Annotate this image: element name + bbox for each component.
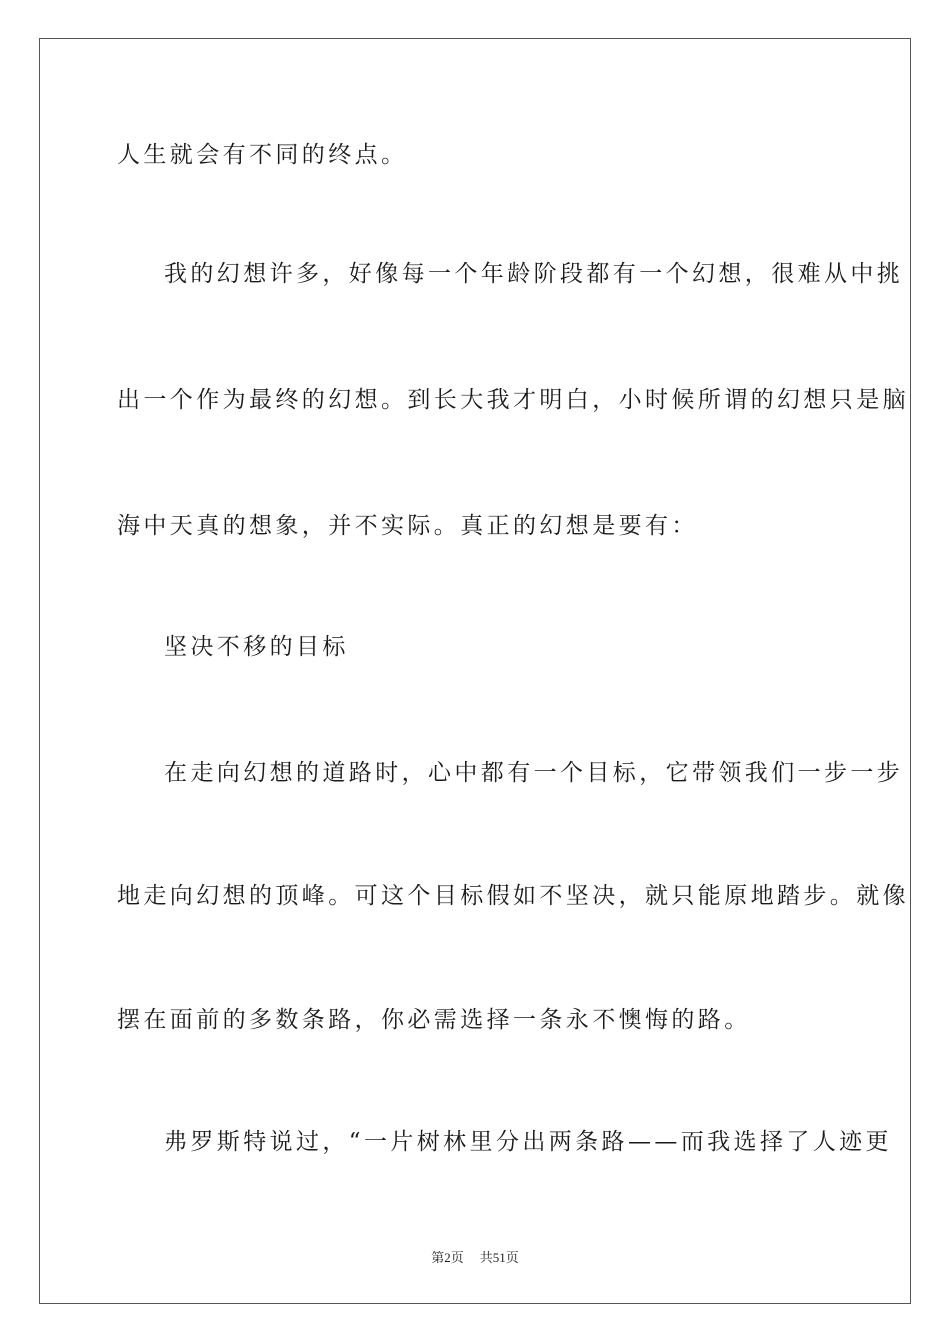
page-footer (0, 1247, 950, 1266)
paragraph-line: 我的幻想许多，好像每一个年龄阶段都有一个幻想，很难从中挑 (164, 261, 904, 287)
paragraph-line: 在走向幻想的道路时，心中都有一个目标，它带领我们一步一步 (164, 760, 904, 786)
text-line: 人生就会有不同的终点。 (117, 142, 408, 168)
page-number: 第2页 (431, 1250, 464, 1265)
text-line: 海中天真的想象，并不实际。真正的幻想是要有： (117, 513, 698, 539)
page-border (39, 38, 911, 1304)
page-total: 共51页 (479, 1250, 519, 1265)
section-heading: 坚决不移的目标 (164, 634, 349, 660)
text-line: 摆在面前的多数条路，你必需选择一条永不懊悔的路。 (117, 1007, 751, 1033)
paragraph-line: 弗罗斯特说过，“一片树林里分出两条路——而我选择了人迹更 (164, 1129, 892, 1155)
text-line: 出一个作为最终的幻想。到长大我才明白，小时候所谓的幻想只是脑 (117, 387, 909, 413)
text-line: 地走向幻想的顶峰。可这个目标假如不坚决，就只能原地踏步。就像 (117, 883, 909, 909)
